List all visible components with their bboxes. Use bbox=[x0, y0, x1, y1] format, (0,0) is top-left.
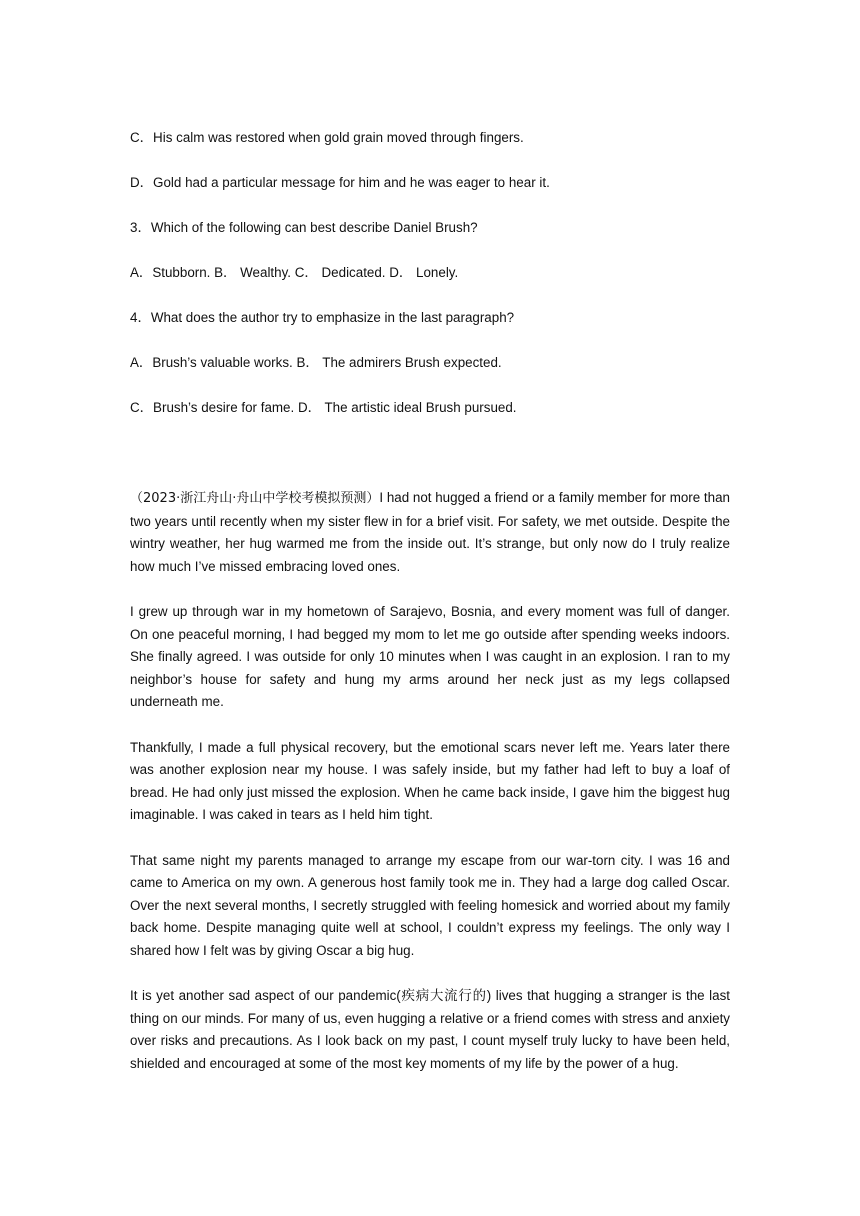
passage-paragraph-5: It is yet another sad aspect of our pandemic(疾病大流行的) lives that hugging a stranger is the last thing on our minds. For many of us, even hugging a relative or a friend comes with stress and anxiety over risks and precautions. As I look back on my past, I count myself truly lucky to have been held, shielded and encouraged at some of the most key moments of my life by the power of a hug. bbox=[130, 988, 730, 1071]
passage-paragraph-1 bbox=[130, 487, 730, 578]
question-4-stem: 4．What does the author try to emphasize in the last paragraph? bbox=[130, 310, 515, 325]
question-3-stem: 3．Which of the following can best describe Daniel Brush? bbox=[130, 220, 478, 235]
passage-paragraph-2: I grew up through war in my hometown of Sarajevo, Bosnia, and every moment was full of danger. On one peaceful morning, I had begged my mom to let me go outside after spending weeks indoors. She finally agreed. I was outside for only 10 minutes when I was caught in an explosion. I ran to my neighbor’s house for safety and hung my arms around her neck just as my legs collapsed underneath me. bbox=[130, 603, 730, 710]
passage-paragraph-1-text: I had not hugged a friend or a family member for more than two years until recently when my sister flew in for a brief visit. For safety, we met outside. Despite the wintry weather, her hug warmed me from the inside out. It’s strange, but only now do I truly realize how much I’ve missed embracing loved ones. bbox=[130, 490, 730, 574]
question-2-option-d: D．Gold had a particular message for him and he was eager to hear it. bbox=[130, 175, 550, 190]
question-3-options: A．Stubborn. B． Wealthy. C． Dedicated. D． Lonely. bbox=[130, 265, 459, 280]
passage-paragraph-4: That same night my parents managed to arrange my escape from our war-torn city. I was 16 and came to America on my own. A generous host family took me in. They had a large dog called Oscar. Over the next several months, I secretly struggled with feeling homesick and worried about my family back home. Despite managing quite well at school, I couldn’t express my feelings. The only way I shared how I felt was by giving Oscar a big hug. bbox=[130, 852, 730, 958]
question-2-option-c: C．His calm was restored when gold grain moved through fingers. bbox=[130, 130, 524, 145]
passage-paragraph-3: Thankfully, I made a full physical recovery, but the emotional scars never left me. Years later there was another explosion near my house. I was safely inside, but my father had left to buy a loaf of bread. He had only just missed the explosion. When he came back inside, I gave him the biggest hug imaginable. I was caked in tears as I held him tight. bbox=[130, 739, 730, 823]
reading-passage bbox=[130, 487, 730, 1075]
question-4-options-ab: A．Brush’s valuable works. B． The admirers Brush expected. bbox=[130, 355, 502, 370]
passage-source: （2023·浙江舟山·舟山中学校考模拟预测） bbox=[130, 491, 380, 506]
question-4-options-cd: C．Brush’s desire for fame. D． The artistic ideal Brush pursued. bbox=[130, 400, 517, 415]
